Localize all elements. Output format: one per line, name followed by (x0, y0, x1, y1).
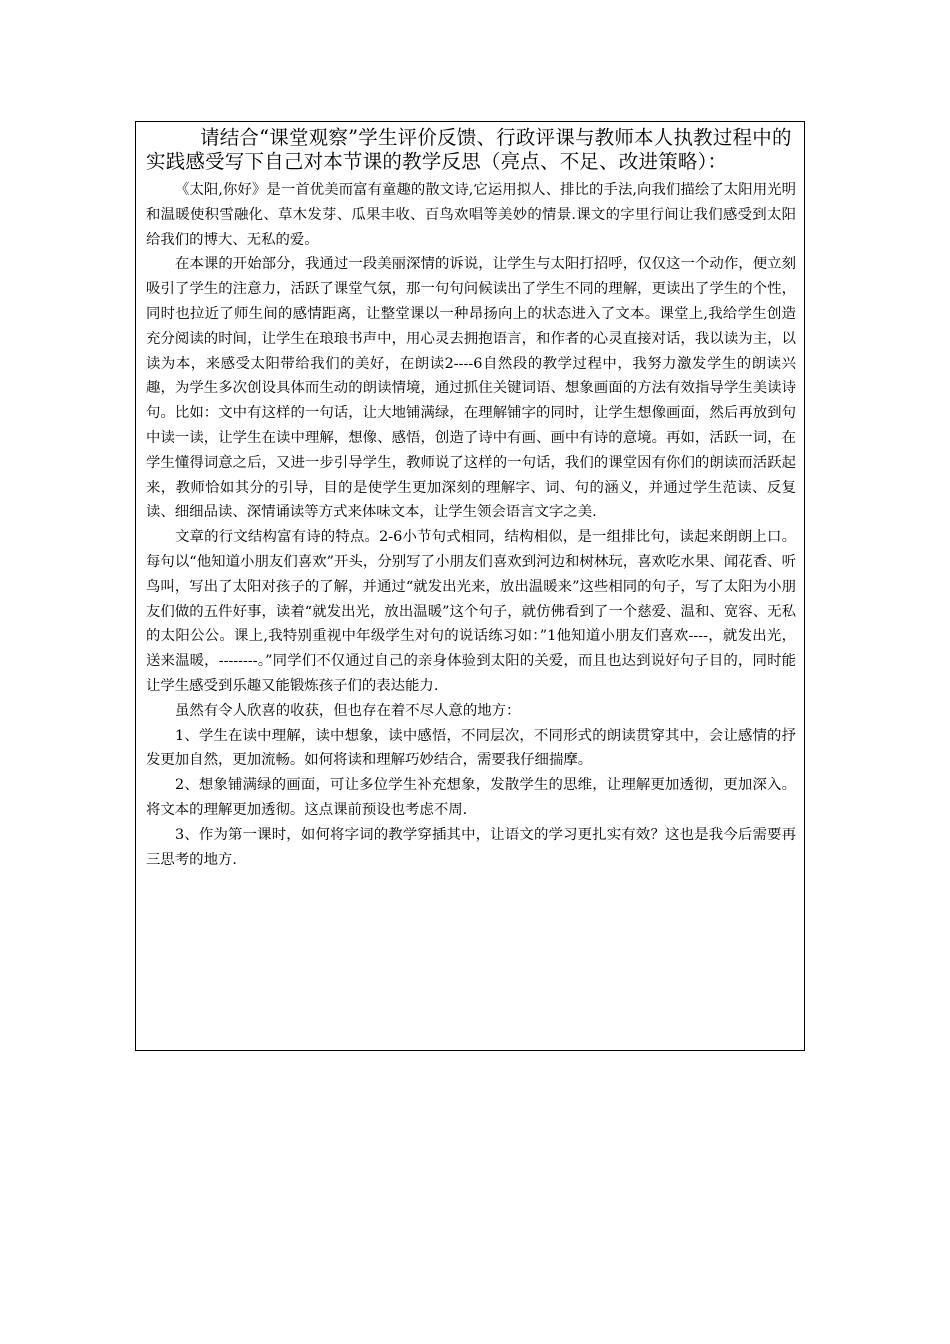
paragraph-intro: 《太阳,你好》是一首优美而富有童趣的散文诗,它运用拟人、排比的手法,向我们描绘了太阳用光明和温暖使积雪融化、草木发芽、瓜果丰收、百鸟欢唱等美妙的情景.课文的字里行间让我们感受到太阳给我们的博大、无私的爱。 (146, 182, 796, 248)
reflection-prompt: 请结合“课堂观察”学生评价反馈、行政评课与教师本人执教过程中的实践感受写下自己对本节课的教学反思（亮点、不足、改进策略）： (146, 126, 792, 173)
paragraph-shortcoming-3: 3、作为第一课时，如何将字词的教学穿插其中，让语文的学习更扎实有效？这也是我今后需要再三思考的地方. (146, 826, 796, 868)
reflection-table-cell (135, 121, 805, 1051)
paragraph-shortcoming-1: 1、学生在读中理解，读中想象，读中感悟，不同层次，不同形式的朗读贯穿其中，会让感情的抒发更加自然，更加流畅。如何将读和理解巧妙结合，需要我仔细揣摩。 (146, 727, 796, 769)
paragraph-opening-lesson: 在本课的开始部分，我通过一段美丽深情的诉说，让学生与太阳打招呼，仅仅这一个动作，便立刻吸引了学生的注意力，活跃了课堂气氛，那一句句问候读出了学生不同的理解，更读出了学生的个性，同时也拉近了师生间的感情距离，让整堂课以一种昂扬向上的状态进入了文本。课堂上,我给学生创造充分阅读的时间，让学生在琅琅书声中，用心灵去拥抱语言，和作者的心灵直接对话，我以读为主，以读为本，来感受太阳带给我们的美好，在朗读2----6自然段的教学过程中，我努力激发学生的朗读兴趣，为学生多次创设具体而生动的朗读情境，通过抓住关键词语、想象画面的方法有效指导学生美读诗句。比如：文中有这样的一句话，让大地铺满绿，在理解铺字的同时，让学生想像画面，然后再放到句中读一读，让学生在读中理解，想像、感悟，创造了诗中有画、画中有诗的意境。再如，活跃一词，在学生懂得词意之后，又进一步引导学生，教师说了这样的一句话，我们的课堂因有你们的朗读而活跃起来，教师恰如其分的引导，目的是使学生更加深刻的理解字、词、句的涵义，并通过学生范读、反复读、细细品读、深情诵读等方式来体味文本，让学生领会语言文字之美. (146, 256, 796, 521)
paragraph-shortcomings-intro: 虽然有令人欣喜的收获，但也存在着不尽人意的地方： (175, 702, 521, 719)
paragraph-text-structure: 文章的行文结构富有诗的特点。2-6小节句式相同，结构相似，是一组排比句，读起来朗朗上口。每句以“他知道小朋友们喜欢”开头，分别写了小朋友们喜欢到河边和树林玩，喜欢吃水果、闻花香、听鸟叫，写出了太阳对孩子的了解，并通过“就发出光来，放出温暖来”这些相同的句子，写了太阳为小朋友们做的五件好事，读着“就发出光，放出温暖”这个句子，就仿佛看到了一个慈爱、温和、宽容、无私的太阳公公。课上,我特别重视中年级学生对句的说话练习如：”1他知道小朋友们喜欢----，就发出光，送来温暖，--------。”同学们不仅通过自己的亲身体验到太阳的关爱，而且也达到说好句子目的，同时能让学生感受到乐趣又能锻炼孩子们的表达能力. (146, 529, 796, 694)
reflection-body (146, 178, 796, 872)
paragraph-shortcoming-2: 2、想象铺满绿的画面，可让多位学生补充想象，发散学生的思维，让理解更加透彻，更加深入。将文本的理解更加透彻。这点课前预设也考虑不周. (146, 777, 796, 818)
